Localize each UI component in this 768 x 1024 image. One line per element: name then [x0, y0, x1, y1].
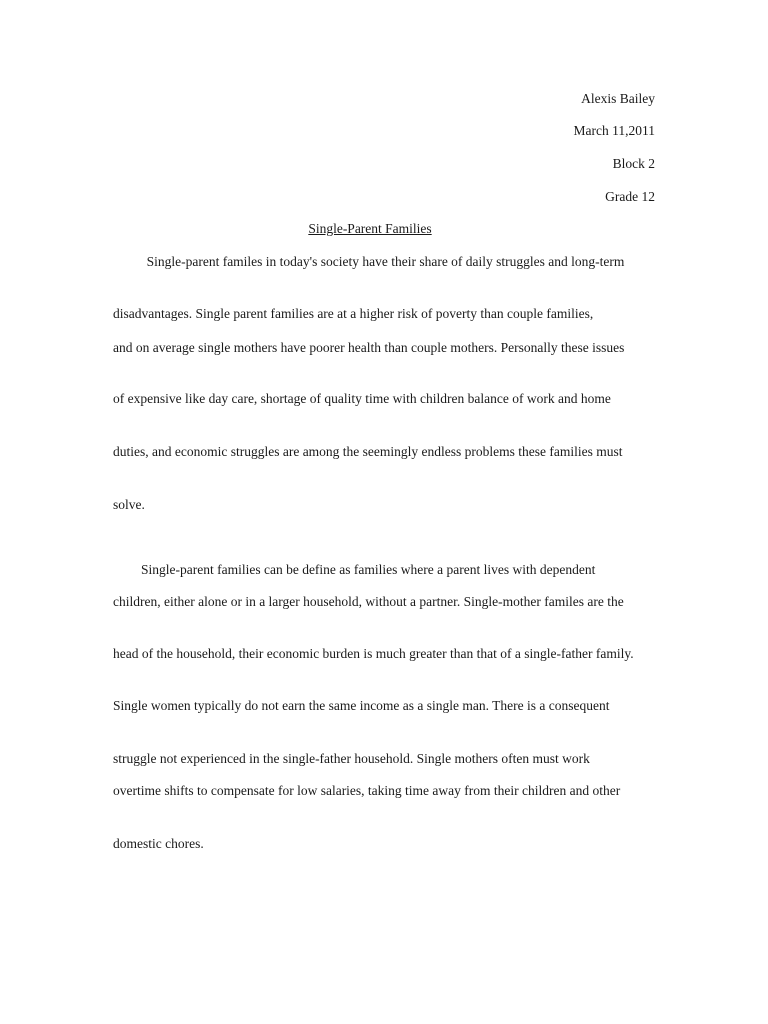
paragraph-line: overtime shifts to compensate for low salaries, taking time away from their children and other — [113, 783, 621, 798]
paragraph-line: head of the household, their economic burden is much greater than that of a single-father family. — [113, 646, 634, 661]
author-name: Alexis Bailey — [581, 91, 655, 106]
paragraph-line: domestic chores. — [113, 836, 204, 851]
class-block: Block 2 — [612, 156, 655, 171]
paragraph-line: duties, and economic struggles are among the seemingly endless problems these families must — [113, 444, 623, 459]
paragraph-line: and on average single mothers have poorer health than couple mothers. Personally these issues — [113, 340, 625, 355]
document-date: March 11,2011 — [573, 123, 655, 138]
paragraph-line: of expensive like day care, shortage of quality time with children balance of work and home — [113, 391, 611, 406]
paragraph-line: struggle not experienced in the single-father household. Single mothers often must work — [113, 751, 590, 766]
paragraph-line: Single-parent families can be define as families where a parent lives with dependent — [141, 562, 596, 577]
paragraph-line: Single women typically do not earn the same income as a single man. There is a consequent — [113, 698, 610, 713]
paragraph-line: Single-parent familes in today's society have their share of daily struggles and long-term — [146, 254, 625, 269]
grade-level: Grade 12 — [605, 189, 655, 204]
paragraph-line: children, either alone or in a larger household, without a partner. Single-mother familes are the — [113, 594, 624, 609]
paragraph-line: solve. — [113, 497, 145, 512]
document-title: Single-Parent Families — [308, 221, 432, 236]
paragraph-line: disadvantages. Single parent families are at a higher risk of poverty than couple families, — [113, 306, 594, 321]
